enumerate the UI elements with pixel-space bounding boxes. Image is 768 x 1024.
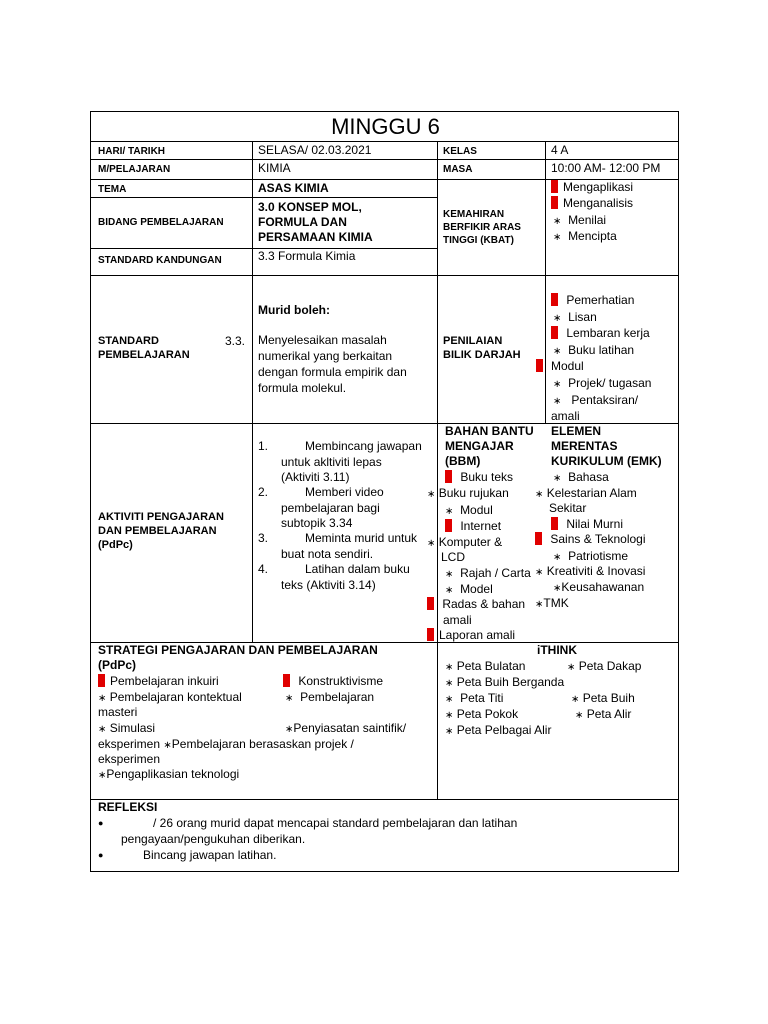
bbm-item: ∗ Komputer &: [427, 535, 503, 549]
red-marker-icon: [551, 517, 558, 530]
label-kbat-3: TINGGI (KBAT): [443, 235, 514, 246]
bbm-item: ∗ Modul: [445, 503, 493, 517]
refleksi-line: / 26 orang murid dapat mencapai standard pembelajaran dan latihan: [153, 816, 518, 830]
asterisk-icon: ∗: [427, 489, 436, 500]
value-bidang-2: FORMULA DAN: [258, 215, 347, 229]
label-standard-kandungan: STANDARD KANDUNGAN: [98, 255, 222, 266]
bbm-item: ∗ Buku rujukan: [427, 486, 509, 500]
asterisk-icon: ∗: [445, 710, 454, 721]
ithink-item: ∗ Peta Pelbagai Alir: [445, 723, 552, 737]
value-bidang-3: PERSAMAAN KIMIA: [258, 230, 373, 244]
label-aktiviti-3: (PdPc): [98, 539, 133, 551]
pbd-item: amali: [551, 409, 580, 423]
asterisk-icon: ∗: [553, 552, 562, 563]
value-standard-kandungan: 3.3 Formula Kimia: [258, 249, 356, 263]
label-mata-pelajaran: M/PELAJARAN: [98, 164, 171, 175]
aktiviti-number: 3.: [258, 531, 269, 545]
red-marker-icon: [445, 470, 452, 483]
label-kelas: KELAS: [443, 146, 477, 157]
red-marker-icon: [445, 519, 452, 532]
aktiviti-line: teks (Aktiviti 3.14): [281, 578, 376, 592]
kbat-item: Mengaplikasi: [551, 180, 633, 195]
strategi-item: ∗Pengaplikasian teknologi: [98, 767, 240, 781]
asterisk-icon: ∗: [567, 662, 576, 673]
asterisk-icon: ∗: [445, 569, 454, 580]
asterisk-icon: ∗: [98, 693, 107, 704]
sp-intro: Murid boleh:: [258, 303, 330, 317]
label-pbd-2: BILIK DARJAH: [443, 349, 521, 361]
emk-heading: MERENTAS: [551, 439, 618, 453]
col-divider: [437, 141, 438, 799]
ithink-heading: iTHINK: [537, 643, 577, 657]
asterisk-icon: ∗: [553, 346, 562, 357]
asterisk-icon: ∗: [98, 770, 107, 781]
asterisk-icon: ∗: [553, 379, 562, 390]
aktiviti-line: Membincang jawapan: [305, 439, 422, 453]
pbd-item: Lembaran kerja: [551, 326, 650, 341]
bbm-item: ∗ Model: [445, 582, 493, 596]
red-marker-icon: [551, 196, 558, 209]
emk-heading: KURIKULUM (EMK): [551, 454, 662, 468]
asterisk-icon: ∗: [445, 726, 454, 737]
pbd-item: ∗ Pentaksiran/: [553, 393, 639, 407]
bbm-item: ∗ Rajah / Carta: [445, 566, 531, 580]
col-divider: [545, 141, 546, 423]
bbm-item: amali: [443, 613, 472, 627]
bullet-icon: ●: [98, 850, 104, 860]
value-kelas: 4 A: [551, 143, 569, 157]
sp-line: formula molekul.: [258, 381, 347, 395]
sp-line: dengan formula empirik dan: [258, 365, 407, 379]
aktiviti-line: buat nota sendiri.: [281, 547, 374, 561]
ithink-item: ∗ Peta Buih: [571, 691, 635, 705]
ithink-item: ∗ Peta Alir: [575, 707, 632, 721]
emk-item: ∗Keusahawanan: [553, 580, 645, 594]
asterisk-icon: ∗: [553, 396, 562, 407]
strategi-heading: STRATEGI PENGAJARAN DAN PEMBELAJARAN: [98, 643, 378, 657]
ithink-item: ∗ Peta Titi: [445, 691, 504, 705]
aktiviti-number: 2.: [258, 485, 269, 499]
red-marker-icon: [551, 293, 558, 306]
asterisk-icon: ∗: [535, 599, 544, 610]
label-aktiviti-2: DAN PEMBELAJARAN: [98, 525, 217, 537]
label-tema: TEMA: [98, 184, 127, 195]
pbd-item: Modul: [551, 359, 584, 373]
strategi-item: ∗Penyiasatan saintifik/: [285, 721, 407, 735]
value-tema: ASAS KIMIA: [258, 181, 329, 195]
strategi-heading: (PdPc): [98, 658, 137, 672]
asterisk-icon: ∗: [575, 710, 584, 721]
aktiviti-line: pembelajaran bagi: [281, 501, 380, 515]
ithink-item: ∗ Peta Dakap: [567, 659, 642, 673]
asterisk-icon: ∗: [445, 694, 454, 705]
red-marker-icon: [536, 359, 543, 372]
bbm-heading: MENGAJAR: [445, 439, 514, 453]
sp-line: Menyelesaikan masalah: [258, 333, 387, 347]
value-masa: 10:00 AM- 12:00 PM: [551, 161, 661, 175]
lesson-plan-table: [90, 111, 679, 872]
strategi-item: ∗ Pembelajaran kontektual: [98, 690, 242, 704]
emk-heading: ELEMEN: [551, 424, 602, 438]
row-divider: [91, 799, 678, 800]
asterisk-icon: ∗: [285, 724, 294, 735]
bullet-icon: ●: [98, 818, 104, 828]
aktiviti-line: subtopik 3.34: [281, 516, 353, 530]
label-kbat-2: BERFIKIR ARAS: [443, 222, 521, 233]
refleksi-line: Bincang jawapan latihan.: [143, 848, 277, 862]
label-sp-number: 3.3.: [225, 334, 246, 348]
aktiviti-line: Latihan dalam buku: [305, 562, 410, 576]
emk-item: Sains & Teknologi: [535, 532, 646, 547]
asterisk-icon: ∗: [553, 583, 562, 594]
strategi-item: ∗ Pembelajaran: [285, 690, 375, 704]
emk-item: ∗ Patriotisme: [553, 549, 629, 563]
emk-item: ∗TMK: [535, 596, 569, 610]
bbm-item: Radas & bahan: [427, 597, 525, 612]
aktiviti-line: (Aktiviti 3.11): [281, 470, 350, 484]
strategi-item: ∗ Simulasi: [98, 721, 156, 735]
page-title: MINGGU 6: [331, 114, 440, 139]
asterisk-icon: ∗: [553, 216, 562, 227]
asterisk-icon: ∗: [535, 567, 544, 578]
label-standard-pembelajaran-1: STANDARD: [98, 335, 159, 347]
kbat-item: ∗ Mencipta: [553, 229, 617, 243]
value-hari-tarikh: SELASA/ 02.03.2021: [258, 143, 372, 157]
emk-item: ∗ Kreativiti & Inovasi: [535, 564, 646, 578]
refleksi-heading: REFLEKSI: [98, 800, 158, 814]
kbat-item: ∗ Menilai: [553, 213, 607, 227]
aktiviti-number: 4.: [258, 562, 269, 576]
strategi-item: eksperimen ∗Pembelajaran berasaskan projek /: [98, 737, 354, 751]
asterisk-icon: ∗: [553, 313, 562, 324]
label-hari-tarikh: HARI/ TARIKH: [98, 146, 166, 157]
row-divider: [91, 159, 678, 160]
label-pbd-1: PENILAIAN: [443, 335, 503, 347]
bbm-heading: (BBM): [445, 454, 481, 468]
asterisk-icon: ∗: [427, 538, 436, 549]
asterisk-icon: ∗: [98, 724, 107, 735]
emk-item: ∗ Kelestarian Alam: [535, 486, 637, 500]
col-divider: [252, 141, 253, 423]
red-marker-icon: [535, 532, 542, 545]
label-kbat-1: KEMAHIRAN: [443, 209, 505, 220]
bbm-item: LCD: [441, 550, 466, 564]
row-divider: [91, 197, 437, 198]
asterisk-icon: ∗: [445, 506, 454, 517]
label-standard-pembelajaran-2: PEMBELAJARAN: [98, 349, 190, 361]
strategi-item: masteri: [98, 705, 138, 719]
label-masa: MASA: [443, 164, 473, 175]
bbm-heading: BAHAN BANTU: [445, 424, 534, 438]
asterisk-icon: ∗: [571, 694, 580, 705]
emk-item: ∗ Bahasa: [553, 470, 609, 484]
asterisk-icon: ∗: [445, 678, 454, 689]
emk-item: Sekitar: [549, 501, 587, 515]
kbat-item: Menganalisis: [551, 196, 633, 211]
red-marker-icon: [283, 674, 290, 687]
value-bidang-1: 3.0 KONSEP MOL,: [258, 200, 362, 214]
ithink-item: ∗ Peta Buih Berganda: [445, 675, 565, 689]
red-marker-icon: [551, 326, 558, 339]
strategi-item: eksperimen: [98, 752, 161, 766]
asterisk-icon: ∗: [445, 662, 454, 673]
bbm-item: Internet: [445, 519, 501, 534]
ithink-item: ∗ Peta Bulatan: [445, 659, 526, 673]
row-divider: [91, 275, 678, 276]
pbd-item: ∗ Lisan: [553, 310, 597, 324]
bbm-item: Laporan amali: [427, 628, 515, 643]
red-marker-icon: [551, 180, 558, 193]
asterisk-icon: ∗: [553, 473, 562, 484]
pbd-item: ∗ Projek/ tugasan: [553, 376, 652, 390]
red-marker-icon: [98, 674, 105, 687]
ithink-item: ∗ Peta Pokok: [445, 707, 519, 721]
aktiviti-line: untuk akltiviti lepas: [281, 455, 382, 469]
col-divider: [252, 423, 253, 642]
red-marker-icon: [427, 628, 434, 641]
value-mata-pelajaran: KIMIA: [258, 161, 291, 175]
asterisk-icon: ∗: [163, 740, 172, 751]
refleksi-line: pengayaan/pengukuhan diberikan.: [121, 832, 306, 846]
emk-item: Nilai Murni: [551, 517, 623, 532]
aktiviti-number: 1.: [258, 439, 269, 453]
asterisk-icon: ∗: [535, 489, 544, 500]
bbm-item: Buku teks: [445, 470, 513, 485]
asterisk-icon: ∗: [445, 585, 454, 596]
pbd-item: Pemerhatian: [551, 293, 634, 308]
label-aktiviti-1: AKTIVITI PENGAJARAN: [98, 511, 224, 523]
red-marker-icon: [427, 597, 434, 610]
aktiviti-line: Memberi video: [305, 485, 384, 499]
sp-line: numerikal yang berkaitan: [258, 349, 393, 363]
aktiviti-line: Meminta murid untuk: [305, 531, 418, 545]
asterisk-icon: ∗: [553, 232, 562, 243]
pbd-item: ∗ Buku latihan: [553, 343, 635, 357]
row-divider: [91, 141, 678, 142]
strategi-item: Konstruktivisme: [283, 674, 383, 689]
asterisk-icon: ∗: [285, 693, 294, 704]
strategi-item: Pembelajaran inkuiri: [98, 674, 219, 689]
label-bidang: BIDANG PEMBELAJARAN: [98, 217, 224, 228]
